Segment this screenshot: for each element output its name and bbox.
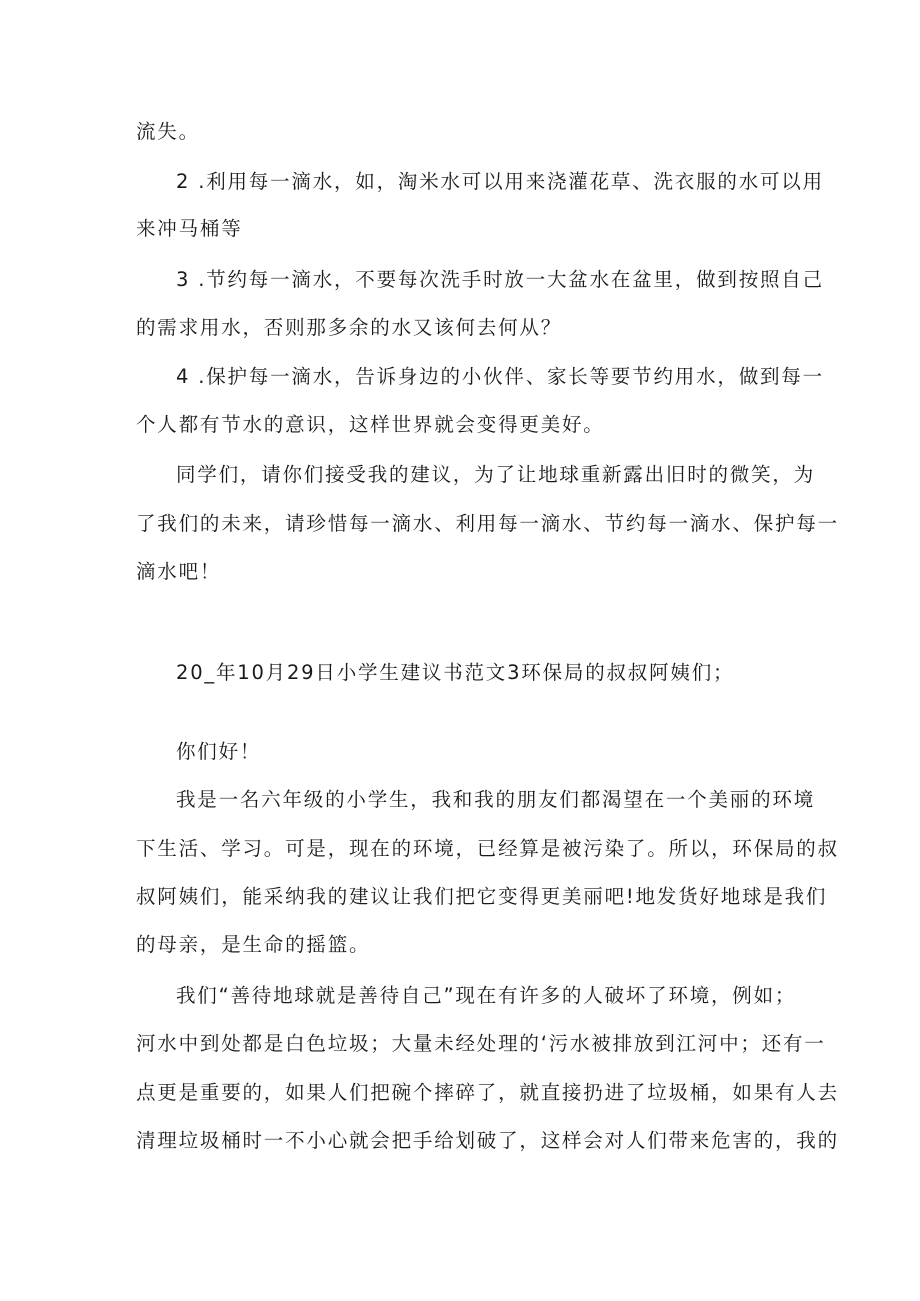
text-line: 叔阿姨们，能采纳我的建议让我们把它变得更美丽吧!地发货好地球是我们	[136, 885, 828, 908]
text-line: 的母亲，是生命的摇篮。	[136, 933, 371, 956]
text-line: 的需求用水，否则那多余的水又该何去何从？	[136, 316, 563, 339]
text-line: 我是一名六年级的小学生，我和我的朋友们都渴望在一个美丽的环境	[176, 788, 816, 811]
text-line-item-3: 3 .节约每一滴水，不要每次洗手时放一大盆水在盆里，做到按照自己	[176, 268, 824, 291]
text-line-item-4: 4 .保护每一滴水，告诉身边的小伙伴、家长等要节约用水，做到每一	[176, 365, 824, 388]
text-line: 我们“善待地球就是善待自己”现在有许多的人破坏了环境，例如；	[176, 984, 797, 1007]
text-line: 点更是重要的，如果人们把碗个摔碎了，就直接扔进了垃圾桶，如果有人去	[136, 1081, 839, 1104]
text-line: 同学们，请你们接受我的建议，为了让地球重新露出旧时的微笑，为	[176, 463, 816, 486]
text-line: 来冲马桶等	[136, 217, 243, 240]
section-heading: 20_年10月29日小学生建议书范文3环保局的叔叔阿姨们；	[176, 661, 735, 684]
text-line: 流失。	[136, 120, 200, 143]
text-line: 下生活、学习。可是，现在的环境，已经算是被污染了。所以，环保局的叔	[136, 837, 839, 860]
text-line: 滴水吧！	[136, 560, 222, 583]
greeting: 你们好！	[176, 740, 262, 763]
text-line: 个人都有节水的意识，这样世界就会变得更美好。	[136, 413, 605, 436]
text-line: 河水中到处都是白色垃圾；大量未经处理的‘污水被排放到江河中；还有一	[136, 1032, 826, 1055]
text-line-item-2: 2 .利用每一滴水，如，淘米水可以用来浇灌花草、洗衣服的水可以用	[176, 170, 824, 193]
text-line: 清理垃圾桶时一不小心就会把手给划破了，这样会对人们带来危害的，我的	[136, 1129, 839, 1152]
text-line: 了我们的未来，请珍惜每一滴水、利用每一滴水、节约每一滴水、保护每一	[136, 512, 839, 535]
